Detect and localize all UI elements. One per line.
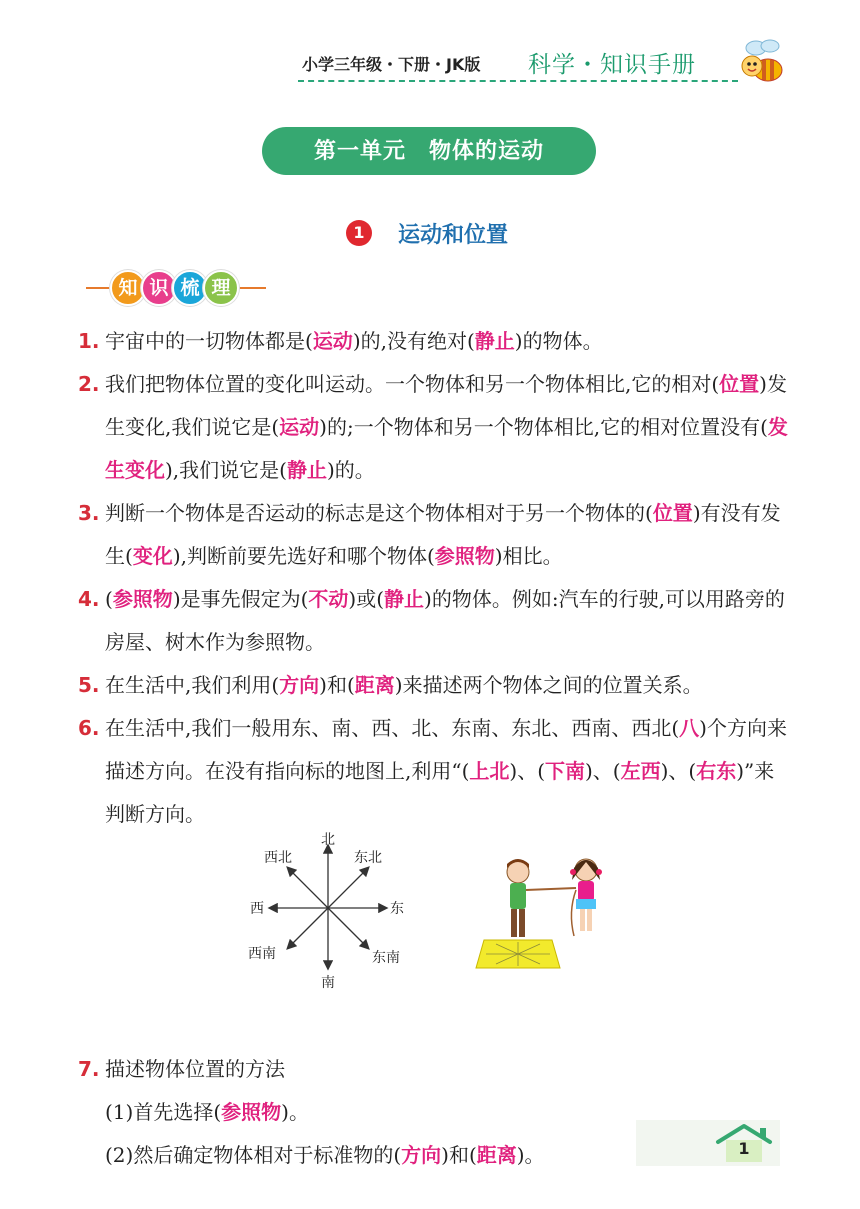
item-text: 在生活中,我们利用( — [105, 673, 280, 697]
answer: 距离 — [354, 673, 395, 697]
header-divider — [298, 80, 738, 82]
arrow-southeast — [328, 908, 368, 948]
item-text: ),判断前要先选好和哪个物体( — [172, 544, 435, 568]
answer: 左西 — [620, 759, 661, 783]
label-northwest: 西北 — [264, 850, 292, 866]
answer: 变化 — [132, 544, 173, 568]
answer: 参照物 — [221, 1100, 282, 1124]
label-southeast: 东南 — [372, 950, 400, 966]
item-number: 4. — [78, 587, 100, 611]
item-text: )、( — [585, 759, 621, 783]
direction-figure — [246, 832, 614, 992]
item-text: 我们把物体位置的变化叫运动。一个物体和另一个物体相比,它的相对( — [105, 372, 720, 396]
item-text: (2)然后确定物体相对于标准物的( — [105, 1143, 402, 1167]
answer: 静止 — [286, 458, 327, 482]
item-number: 6. — [78, 716, 100, 740]
label-north: 北 — [321, 832, 335, 848]
item-text: )有没有发生( — [105, 501, 781, 568]
header-grade: 小学三年级・下册・JK版 — [302, 55, 481, 74]
item-number: 5. — [78, 673, 100, 697]
compass-diagram — [246, 832, 614, 992]
answer: 静止 — [474, 329, 515, 353]
arrow-northeast — [328, 868, 368, 908]
item-2 — [78, 363, 790, 492]
page-header — [298, 44, 790, 90]
item-text: )。 — [516, 1143, 545, 1167]
item-number: 7. — [78, 1057, 100, 1081]
label-east: 东 — [390, 901, 404, 917]
item-text: )或( — [348, 587, 385, 611]
answer: 八 — [679, 716, 700, 740]
item-text: (1)首先选择( — [105, 1100, 222, 1124]
item-6 — [78, 707, 790, 836]
item-1 — [78, 320, 790, 363]
item-text: )、( — [660, 759, 697, 783]
answer: 右东 — [696, 759, 737, 783]
answer: 上北 — [469, 759, 510, 783]
answer: 距离 — [476, 1143, 517, 1167]
item-text: )和( — [441, 1143, 477, 1167]
item-4 — [78, 578, 790, 664]
item-text: )是事先假定为( — [172, 587, 309, 611]
answer: 下南 — [545, 759, 585, 783]
kids-illustration — [476, 859, 602, 968]
lesson-number: 1 — [346, 220, 372, 246]
label-west: 西 — [250, 901, 264, 917]
arrow-southwest — [288, 908, 328, 948]
item-text: )相比。 — [494, 544, 563, 568]
answer: 运动 — [312, 329, 353, 353]
badge-char: 知 — [110, 270, 146, 306]
arrow-northwest — [288, 868, 328, 908]
label-southwest: 西南 — [248, 946, 276, 962]
item-text: )的,没有绝对( — [352, 329, 475, 353]
item-3 — [78, 492, 790, 578]
badge-char: 梳 — [172, 270, 208, 306]
item-text: ),我们说它是( — [165, 458, 287, 482]
item-text: )来描述两个物体之间的位置关系。 — [394, 673, 703, 697]
item-text: )的。 — [326, 458, 375, 482]
item-5 — [78, 664, 790, 707]
label-northeast: 东北 — [354, 850, 382, 866]
label-south: 南 — [321, 975, 335, 991]
knowledge-list — [78, 320, 790, 1177]
answer: 静止 — [384, 587, 425, 611]
lesson-title: 运动和位置 — [398, 221, 509, 248]
answer: 位置 — [719, 372, 760, 396]
item-text: )的物体。 — [514, 329, 603, 353]
item-text: )。 — [281, 1100, 309, 1124]
item-text: )、( — [509, 759, 545, 783]
item-text: )和( — [319, 673, 355, 697]
lesson-heading — [346, 218, 508, 248]
answer: 运动 — [279, 415, 320, 439]
answer: 方向 — [279, 673, 320, 697]
badge-char: 理 — [203, 270, 239, 306]
unit-title: 第一单元 物体的运动 — [262, 127, 596, 175]
item-text: 在生活中,我们一般用东、南、西、北、东南、东北、西南、西北( — [105, 716, 680, 740]
bee-mascot-icon — [738, 38, 790, 88]
item-7 — [78, 1048, 790, 1091]
item-number: 3. — [78, 501, 100, 525]
item-text: )的;一个物体和另一个物体相比,它的相对位置没有( — [319, 415, 768, 439]
answer: 位置 — [652, 501, 693, 525]
badge-char: 识 — [141, 270, 177, 306]
item-text: )个方向来描述方向。在没有指向标的地图上,利用“( — [105, 716, 787, 783]
item-text: 描述物体位置的方法 — [105, 1057, 285, 1081]
header-book-title: 科学・知识手册 — [528, 52, 696, 78]
answer: 发生变化 — [105, 415, 788, 482]
answer: 参照物 — [434, 544, 495, 568]
item-number: 2. — [78, 372, 100, 396]
item-text: )的物体。例如:汽车的行驶,可以用路旁的房屋、树木作为参照物。 — [105, 587, 785, 654]
answer: 不动 — [308, 587, 349, 611]
answer: 参照物 — [112, 587, 173, 611]
item-text: ( — [105, 587, 113, 611]
page-number: 1 — [738, 1139, 750, 1158]
item-text: 判断一个物体是否运动的标志是这个物体相对于另一个物体的( — [105, 501, 653, 525]
item-text: 宇宙中的一切物体都是( — [105, 329, 313, 353]
item-text: )发生变化,我们说它是( — [105, 372, 787, 439]
item-text: )”来判断方向。 — [105, 759, 775, 826]
section-badge — [86, 268, 266, 308]
item-number: 1. — [78, 329, 100, 353]
badge-line-right — [236, 287, 266, 289]
answer: 方向 — [401, 1143, 442, 1167]
